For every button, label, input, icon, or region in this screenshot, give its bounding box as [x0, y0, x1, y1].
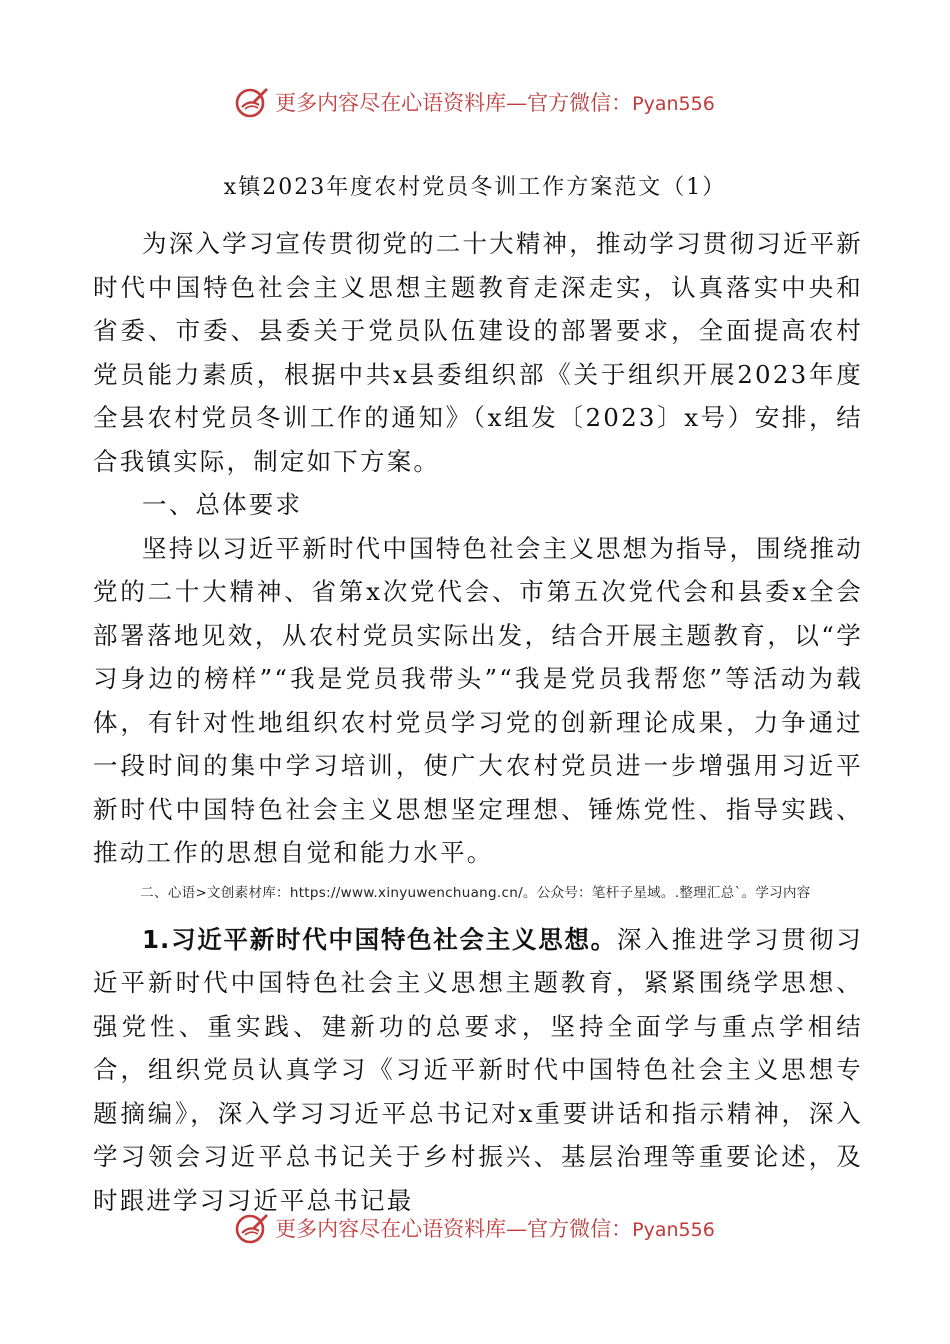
- banner-text: [275, 1213, 715, 1243]
- banner-wechat-id: Pyan556: [632, 93, 715, 115]
- pen-book-logo-icon: [235, 1211, 269, 1245]
- banner-main-text: 更多内容尽在心语资料库: [275, 1217, 507, 1241]
- pen-book-logo-icon: [235, 85, 269, 119]
- header-banner: [0, 80, 950, 124]
- item1-lead: 1.习近平新时代中国特色社会主义思想。: [142, 924, 617, 954]
- footer-banner: [0, 1206, 950, 1250]
- banner-dash: —: [506, 91, 528, 115]
- banner-official-label: 官方微信：: [527, 91, 633, 115]
- item1-paragraph: [93, 918, 863, 1223]
- section1-heading: 一、总体要求: [142, 490, 303, 519]
- document-title: x镇2023年度农村党员冬训工作方案范文（1）: [223, 175, 727, 200]
- item1-body: 深入推进学习贯彻习近平新时代中国特色社会主义思想主题教育，紧紧围绕学思想、强党性、重实践、建新功的总要求，坚持全面学与重点学相结合，组织党员认真学习《习近平新时代中国特色社会主义思想专题摘编》，深入学习习近平总书记对x重要讲话和指示精神，深入学习领会习近平总书记关于乡村振兴、基层治理等重要论述，及时跟进学习习近平总书记最: [93, 924, 863, 1215]
- document-body: [93, 222, 863, 1222]
- banner-wechat-id: Pyan556: [632, 1219, 715, 1241]
- section2-heading: 二、心语>文创素材库：https://www.xinyuwenchuang.cn/。公众号：笔杆子星域。.整理汇总`。学习内容: [140, 884, 811, 901]
- banner-official-label: 官方微信：: [527, 1217, 633, 1241]
- banner-main-text: 更多内容尽在心语资料库: [275, 91, 507, 115]
- intro-paragraph: 为深入学习宣传贯彻党的二十大精神，推动学习贯彻习近平新时代中国特色社会主义思想主题教育走深走实，认真落实中央和省委、市委、县委关于党员队伍建设的部署要求，全面提高农村党员能力素质，根据中共x县委组织部《关于组织开展2023年度全县农村党员冬训工作的通知》（x组发〔2023〕x号）安排，结合我镇实际，制定如下方案。: [93, 229, 863, 476]
- banner-dash: —: [506, 1217, 528, 1241]
- section1-paragraph: 坚持以习近平新时代中国特色社会主义思想为指导，围绕推动党的二十大精神、省第x次党代会、市第五次党代会和县委x全会部署落地见效，从农村党员实际出发，结合开展主题教育，以“学习身边的榜样”“我是党员我带头”“我是党员我帮您”等活动为载体，有针对性地组织农村党员学习党的创新理论成果，力争通过一段时间的集中学习培训，使广大农村党员进一步增强用习近平新时代中国特色社会主义思想坚定理想、锤炼党性、指导实践、推动工作的思想自觉和能力水平。: [93, 533, 863, 867]
- banner-text: [275, 87, 715, 117]
